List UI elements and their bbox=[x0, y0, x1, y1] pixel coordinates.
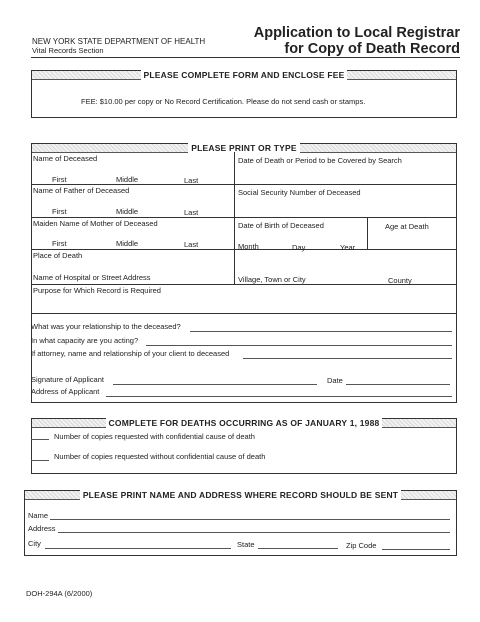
form-title-line2: for Copy of Death Record bbox=[284, 41, 460, 57]
age-at-death-label: Age at Death bbox=[385, 222, 429, 231]
fee-section-band bbox=[32, 71, 456, 80]
father-name-label: Name of Father of Deceased bbox=[33, 186, 130, 195]
date-label: Date bbox=[327, 376, 343, 385]
copies-with-cause-field[interactable] bbox=[31, 439, 49, 440]
middle-label: Middle bbox=[116, 207, 139, 216]
date-field[interactable] bbox=[346, 384, 450, 385]
fee-section-heading: PLEASE COMPLETE FORM AND ENCLOSE FEE bbox=[141, 70, 348, 80]
fee-section bbox=[31, 70, 457, 118]
grid-row-line bbox=[31, 217, 457, 218]
send-section-heading: PLEASE PRINT NAME AND ADDRESS WHERE RECORD SHOULD BE SENT bbox=[80, 490, 401, 500]
header-rule bbox=[31, 57, 460, 58]
copies-with-cause-label: Number of copies requested with confidential cause of death bbox=[54, 432, 255, 441]
send-city-label: City bbox=[28, 539, 41, 548]
copies-without-cause-label: Number of copies requested without confidential cause of death bbox=[54, 452, 266, 461]
relationship-field[interactable] bbox=[190, 331, 452, 332]
send-zip-field[interactable] bbox=[382, 549, 450, 550]
ssn-label: Social Security Number of Deceased bbox=[238, 188, 361, 197]
place-of-death-label: Place of Death bbox=[33, 251, 83, 260]
first-label: First bbox=[52, 239, 67, 248]
copies-section-heading: COMPLETE FOR DEATHS OCCURRING AS OF JANUARY 1, 1988 bbox=[106, 418, 383, 428]
day-label: Day bbox=[292, 243, 306, 252]
copies-section bbox=[31, 418, 457, 474]
name-of-deceased-label: Name of Deceased bbox=[33, 154, 98, 163]
signature-label: Signature of Applicant bbox=[31, 375, 104, 384]
address-applicant-label: Address of Applicant bbox=[31, 387, 100, 396]
copies-without-cause-field[interactable] bbox=[31, 460, 49, 461]
send-state-label: State bbox=[237, 540, 255, 549]
first-label: First bbox=[52, 207, 67, 216]
send-name-field[interactable] bbox=[50, 519, 450, 520]
grid-divider bbox=[367, 217, 368, 249]
capacity-field[interactable] bbox=[146, 345, 452, 346]
last-label: Last bbox=[184, 208, 199, 217]
attorney-field[interactable] bbox=[243, 358, 452, 359]
last-label: Last bbox=[184, 240, 199, 249]
fee-text: FEE: $10.00 per copy or No Record Certification. Please do not send cash or stamps. bbox=[81, 97, 366, 106]
grid-row-line bbox=[31, 184, 457, 185]
form-title-line1: Application to Local Registrar bbox=[253, 25, 460, 41]
month-label: Month bbox=[238, 242, 259, 251]
county-label: County bbox=[388, 276, 412, 285]
dob-label: Date of Birth of Deceased bbox=[238, 221, 324, 230]
hospital-label: Name of Hospital or Street Address bbox=[33, 273, 151, 282]
print-type-heading: PLEASE PRINT OR TYPE bbox=[188, 143, 300, 153]
mother-maiden-label: Maiden Name of Mother of Deceased bbox=[33, 219, 158, 228]
date-of-death-label: Date of Death or Period to be Covered by Search bbox=[238, 156, 402, 165]
send-city-field[interactable] bbox=[45, 548, 231, 549]
middle-label: Middle bbox=[116, 175, 139, 184]
grid-row-line bbox=[31, 313, 457, 314]
copies-section-band bbox=[32, 419, 456, 428]
capacity-label: In what capacity are you acting? bbox=[31, 336, 139, 345]
signature-field[interactable] bbox=[113, 384, 317, 385]
section-name: Vital Records Section bbox=[32, 46, 104, 55]
year-label: Year bbox=[340, 243, 356, 252]
grid-divider bbox=[234, 152, 235, 284]
first-label: First bbox=[52, 175, 67, 184]
address-applicant-field[interactable] bbox=[106, 396, 452, 397]
send-address-label: Address bbox=[28, 524, 56, 533]
send-zip-label: Zip Code bbox=[346, 541, 377, 550]
middle-label: Middle bbox=[116, 239, 139, 248]
village-label: Village, Town or City bbox=[238, 275, 306, 284]
department-name: NEW YORK STATE DEPARTMENT OF HEALTH bbox=[32, 37, 206, 46]
purpose-label: Purpose for Which Record is Required bbox=[33, 286, 161, 295]
send-state-field[interactable] bbox=[258, 548, 338, 549]
attorney-label: If attorney, name and relationship of your client to deceased bbox=[31, 349, 230, 358]
print-type-band bbox=[32, 144, 456, 153]
form-number: DOH-294A (6/2000) bbox=[26, 589, 93, 598]
relationship-label: What was your relationship to the deceased? bbox=[31, 322, 181, 331]
last-label: Last bbox=[184, 176, 199, 185]
send-address-field[interactable] bbox=[58, 532, 450, 533]
send-name-label: Name bbox=[28, 511, 49, 520]
send-section-band bbox=[25, 491, 456, 500]
